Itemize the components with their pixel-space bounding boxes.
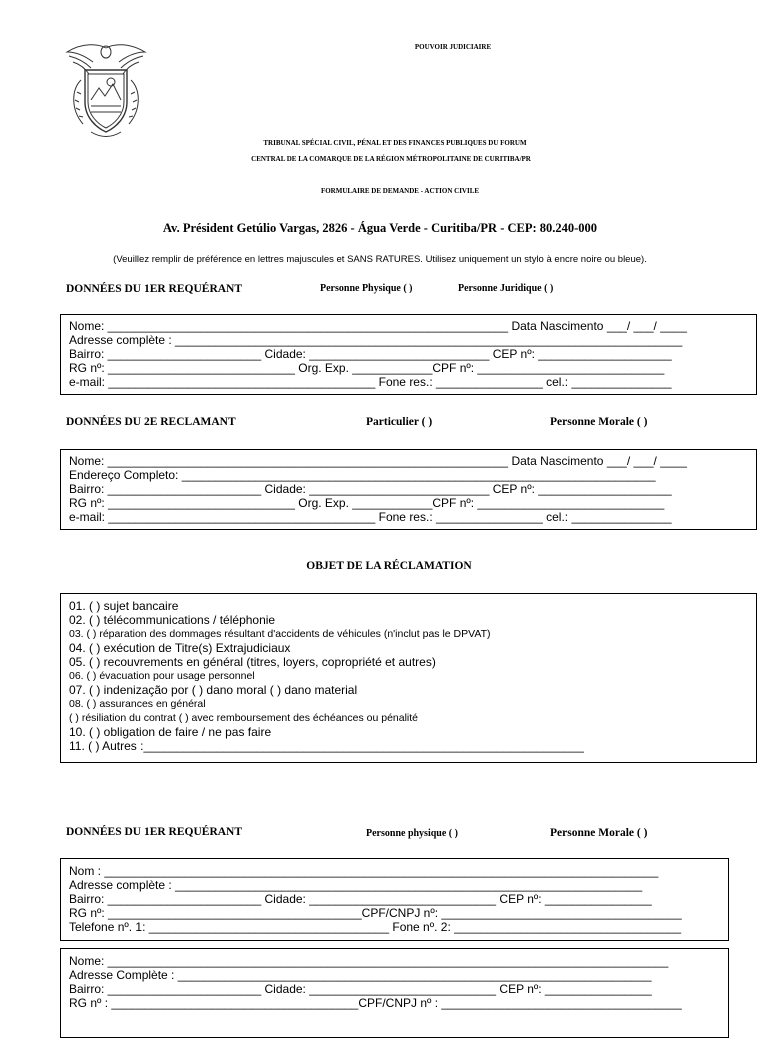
district-city-cep-field[interactable]: Bairro: _______________________ Cidade: ___________________________ CEP nº: ____________________ <box>69 482 672 496</box>
individual-checkbox[interactable]: Particulier ( ) <box>366 416 433 428</box>
rg-cpf-field[interactable]: RG nº : _____________________________________CPF/CNPJ nº : ____________________________________ <box>69 996 682 1010</box>
section-1-box <box>60 314 757 395</box>
claim-option-vehicle-damages[interactable]: 03. ( ) réparation des dommages résultant d'accidents de véhicules (n'inclut pas le DPVAT) <box>69 628 491 640</box>
section-2-box <box>60 449 757 530</box>
section-3-box-1 <box>60 858 729 941</box>
section-3-box-2 <box>60 948 729 1038</box>
natural-person-checkbox[interactable]: Personne physique ( ) <box>366 828 458 839</box>
court-address: Av. Président Getúlio Vargas, 2826 - Água Verde - Curitiba/PR - CEP: 80.240-000 <box>162 221 598 235</box>
legal-entity-checkbox[interactable]: Personne Morale ( ) <box>550 416 648 428</box>
address-field[interactable]: Adresse complète : ______________________________________________________________________ <box>69 878 643 892</box>
rg-cpf-field[interactable]: RG nº: ____________________________ Org. Exp. ____________CPF nº: ____________________________ <box>69 496 665 510</box>
court-name-line-1: TRIBUNAL SPÉCIAL CIVIL, PÉNAL ET DES FINANCES PUBLIQUES DU FORUM <box>263 139 527 147</box>
claim-option-banking[interactable]: 01. ( ) sujet bancaire <box>69 599 179 613</box>
name-field[interactable]: Nome: ____________________________________________________________ Data Nascimento ___/ ___/ ____ <box>69 319 687 333</box>
district-city-cep-field[interactable]: Bairro: _______________________ Cidade: ____________________________ CEP nº: ________________ <box>69 982 652 996</box>
rg-cpf-field[interactable]: RG nº: ______________________________________CPF/CNPJ nº: ____________________________________ <box>69 906 682 920</box>
name-field[interactable]: Nome: ____________________________________________________________ Data Nascimento ___/ ___/ ____ <box>69 454 687 468</box>
claim-option-telecom[interactable]: 02. ( ) télécommunications / téléphonie <box>69 613 276 627</box>
phone-field[interactable]: Telefone nº. 1: ____________________________________ Fone nº. 2: __________________________________ <box>69 920 682 934</box>
section-2-heading: DONNÉES DU 2E RECLAMANT <box>66 416 236 428</box>
page-title: POUVOIR JUDICIAIRE <box>414 43 492 51</box>
section-1-heading: DONNÉES DU 1ER REQUÉRANT <box>66 283 243 295</box>
email-phone-field[interactable]: e-mail: ________________________________________ Fone res.: ________________ cel.: _______________ <box>69 510 672 524</box>
claim-option-eviction[interactable]: 06. ( ) évacuation pour usage personnel <box>69 670 255 682</box>
claim-option-indemnity[interactable]: 07. ( ) indenização por ( ) dano moral ( ) dano material <box>69 683 358 697</box>
email-phone-field[interactable]: e-mail: ________________________________________ Fone res.: ________________ cel.: _______________ <box>69 375 672 389</box>
fill-instructions: (Veuillez remplir de préférence en lettres majuscules et SANS RATURES. Utilisez uniquement un stylo à encre noire ou bleue). <box>113 254 647 265</box>
claim-subject-heading: OBJET DE LA RÉCLAMATION <box>306 560 472 572</box>
legal-person-checkbox[interactable]: Personne Juridique ( ) <box>458 283 554 294</box>
name-field[interactable]: Nome: ____________________________________________________________________________________ <box>69 954 669 968</box>
claim-option-other[interactable]: 11. ( ) Autres :__________________________________________________________________ <box>69 739 584 753</box>
legal-entity-checkbox[interactable]: Personne Morale ( ) <box>550 827 648 839</box>
claim-option-extrajudicial-titles[interactable]: 04. ( ) exécution de Titre(s) Extrajudiciaux <box>69 641 291 655</box>
natural-person-checkbox[interactable]: Personne Physique ( ) <box>320 283 413 294</box>
section-3-heading: DONNÉES DU 1ER REQUÉRANT <box>66 826 243 838</box>
address-field[interactable]: Endereço Completo: _______________________________________________________________________ <box>69 468 656 482</box>
district-city-cep-field[interactable]: Bairro: _______________________ Cidade: ____________________________ CEP nº: ________________ <box>69 892 652 906</box>
rg-cpf-field[interactable]: RG nº: ____________________________ Org. Exp. ____________CPF nº: ____________________________ <box>69 361 665 375</box>
claim-option-contract-termination[interactable]: ( ) résiliation du contrat ( ) avec remboursement des échéances ou pénalité <box>69 712 419 724</box>
claim-option-insurance[interactable]: 08. ( ) assurances en général <box>69 698 206 710</box>
address-field[interactable]: Adresse complète : ____________________________________________________________________________ <box>69 333 683 347</box>
court-name-line-2: CENTRAL DE LA COMARQUE DE LA RÉGION MÉTROPOLITAINE DE CURITIBA/PR <box>251 155 531 163</box>
claim-subject-box <box>60 593 757 763</box>
claim-option-obligation[interactable]: 10. ( ) obligation de faire / ne pas faire <box>69 725 272 739</box>
address-field[interactable]: Adresse Complète : _______________________________________________________________________ <box>69 968 652 982</box>
form-title: FORMULAIRE DE DEMANDE - ACTION CIVILE <box>320 187 480 195</box>
claim-option-collections[interactable]: 05. ( ) recouvrements en général (titres, loyers, copropriété et autres) <box>69 655 436 669</box>
coat-of-arms-logo <box>63 40 149 140</box>
district-city-cep-field[interactable]: Bairro: _______________________ Cidade: ___________________________ CEP nº: ____________________ <box>69 347 672 361</box>
name-field[interactable]: Nom : ___________________________________________________________________________________ <box>69 864 659 878</box>
